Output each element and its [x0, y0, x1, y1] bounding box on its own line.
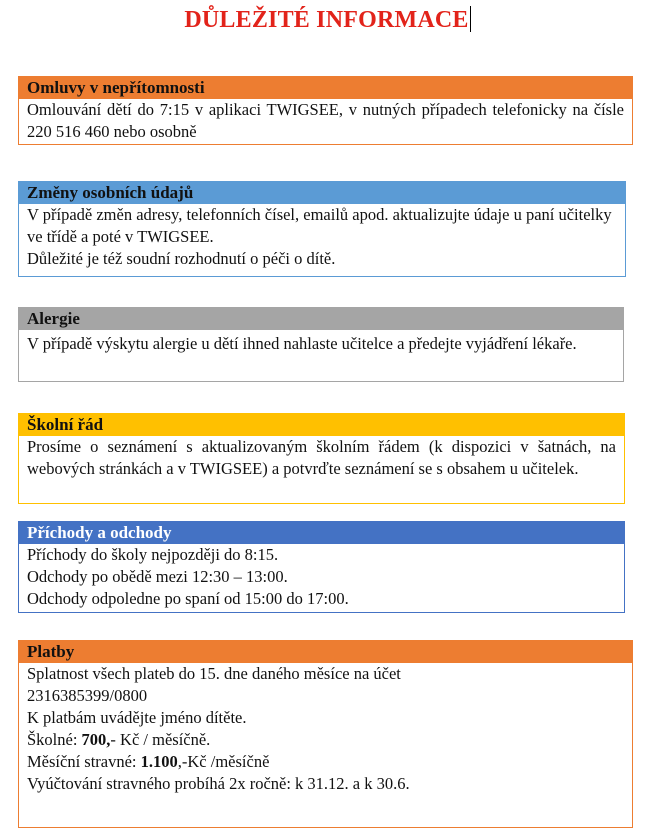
stravne-unit: ,-Kč /měsíčně [177, 752, 270, 771]
page-title-text: DŮLEŽITÉ INFORMACE [184, 7, 469, 33]
skolne-label: Školné: [27, 730, 82, 749]
platby-line-6: Vyúčtování stravného probíhá 2x ročně: k 31.12. a k 30.6. [27, 774, 410, 793]
section-prichody [18, 521, 625, 613]
platby-line-1: Splatnost všech plateb do 15. dne daného měsíce na účet [27, 664, 401, 683]
section-zmeny-text2: Důležité je též soudní rozhodnutí o péči o dítě. [27, 249, 336, 268]
prichody-line-3: Odchody odpoledne po spaní od 15:00 do 17:00. [27, 589, 349, 608]
section-skolni-rad-text: Prosíme o seznámení s aktualizovaným školním řádem (k dispozici v šatnách, na webových stránkách a v TWIGSEE) a potvrďte seznámení se s obsahem u učitelek. [27, 437, 616, 478]
section-platby [18, 640, 633, 828]
section-zmeny [18, 181, 626, 277]
section-skolni-rad-heading: Školní řád [19, 414, 624, 436]
section-skolni-rad [18, 413, 625, 504]
page-title [0, 4, 655, 36]
platby-account-number: 2316385399/0800 [27, 686, 148, 705]
stravne-value: 1.100 [140, 752, 178, 771]
skolne-value: 700, [81, 730, 111, 749]
skolne-unit: - Kč / měsíčně. [110, 730, 211, 749]
section-prichody-body [19, 544, 624, 610]
platby-skolne [27, 729, 624, 751]
section-alergie-text: V případě výskytu alergie u dětí ihned nahlaste učitelce a předejte vyjádření lékaře. [27, 334, 577, 353]
section-omluvy-heading: Omluvy v nepřítomnosti [19, 77, 632, 99]
section-alergie-heading: Alergie [19, 308, 623, 330]
section-zmeny-body [19, 204, 625, 270]
platby-stravne [27, 751, 624, 773]
section-alergie [18, 307, 624, 382]
section-prichody-heading: Příchody a odchody [19, 522, 624, 544]
platby-line-3: K platbám uvádějte jméno dítěte. [27, 708, 247, 727]
stravne-label: Měsíční stravné: [27, 752, 141, 771]
section-platby-heading: Platby [19, 641, 632, 663]
section-zmeny-text: V případě změn adresy, telefonních čísel, emailů apod. aktualizujte údaje u paní učitelky ve třídě a poté v TWIGSEE. [27, 205, 612, 246]
section-omluvy [18, 76, 633, 145]
prichody-line-1: Příchody do školy nejpozději do 8:15. [27, 545, 279, 564]
section-omluvy-text: Omlouvání dětí do 7:15 v aplikaci TWIGSEE, v nutných případech telefonicky na čísle 220 516 460 nebo osobně [27, 100, 624, 141]
prichody-line-2: Odchody po obědě mezi 12:30 – 13:00. [27, 567, 288, 586]
section-platby-body [19, 663, 632, 795]
text-cursor [470, 6, 471, 32]
section-zmeny-heading: Změny osobních údajů [19, 182, 625, 204]
